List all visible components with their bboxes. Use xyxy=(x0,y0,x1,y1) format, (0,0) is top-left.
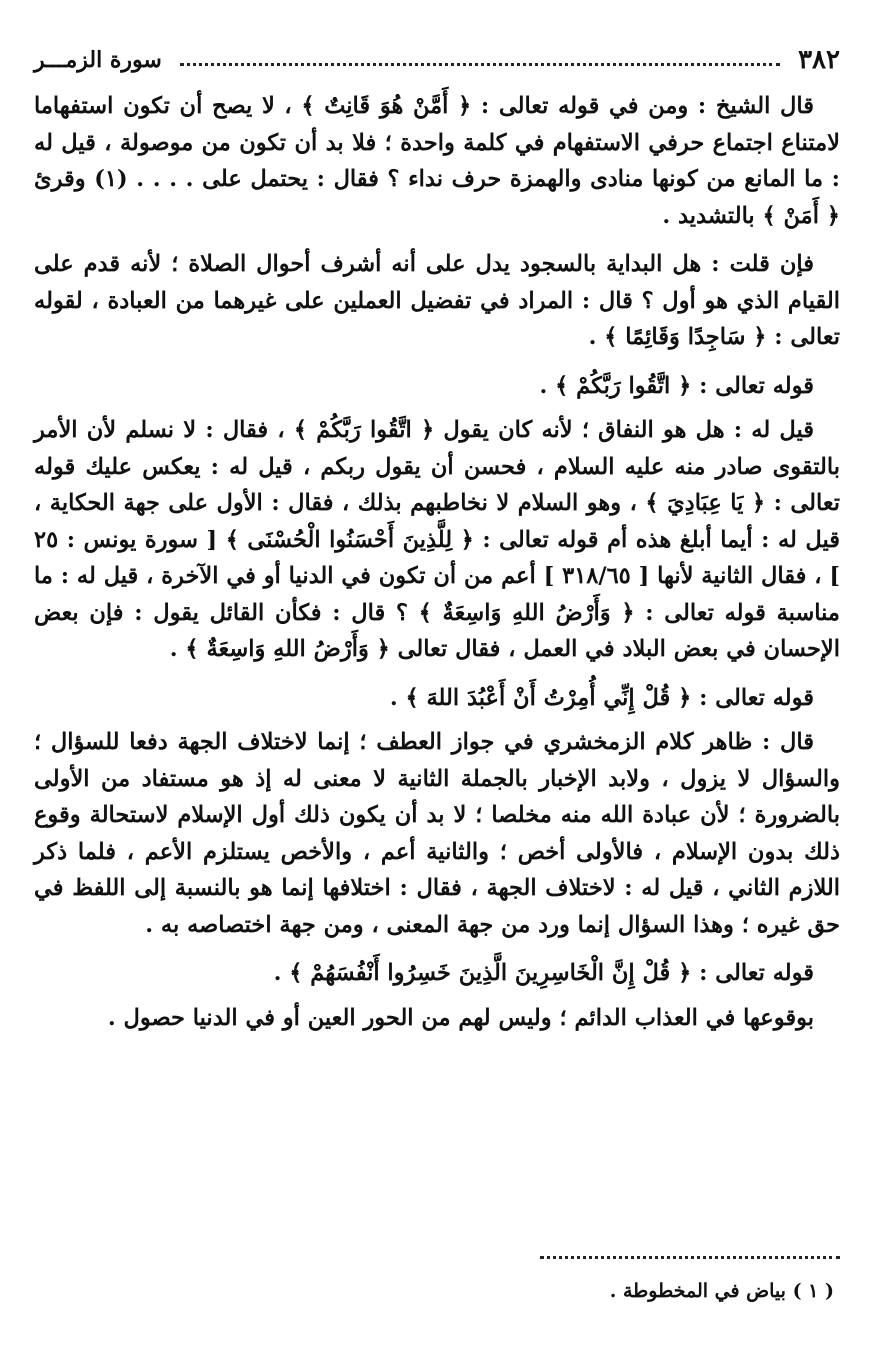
paragraph-shaykh-amman: قال الشيخ : ومن في قوله تعالى : ﴿ أَمَّنْ هُوَ قَانِتٌ ﴾ ، لا يصح أن تكون استفهاما لامتناع اجتماع حرفي الاستفهام في كلمة واحدة ؛ فلا بد أن تكون من موصولة ، قيل له : ما المانع من كونها منادى والهمزة حرف نداء ؟ فقال : يحتمل على . . . . (١) وقرئ ﴿ أَمَنْ ﴾ بالتشديد . xyxy=(34,93,840,229)
header-dotted-rule xyxy=(180,63,780,66)
main-text xyxy=(34,88,840,1048)
verse-heading-khasirin: قوله تعالى : ﴿ قُلْ إِنَّ الْخَاسِرِينَ الَّذِينَ خَسِرُوا أَنْفُسَهُمْ ﴾ . xyxy=(273,960,814,986)
page-header xyxy=(34,40,840,80)
surah-title: سورة الزمـــر xyxy=(34,47,162,73)
paragraph-nifaq: قيل له : هل هو النفاق ؛ لأنه كان يقول ﴿ اتَّقُوا رَبَّكُمْ ﴾ ، فقال : لا نسلم لأن الأمر بالتقوى صادر منه عليه السلام ، فحسن أن يقول ربكم ، قيل له : يعكس عليك قوله تعالى : ﴿ يَا عِبَادِيَ ﴾ ، وهو السلام لا نخاطبهم بذلك ، فقال : الأول على جهة الحكاية ، قيل له : أيما أبلغ هذه أم قوله تعالى : ﴿ لِلَّذِينَ أَحْسَنُوا الْحُسْنَى ﴾ [ سورة يونس : ٢٥ ] ، فقال الثانية لأنها [ ٣١٨/٦٥ ] أعم من أن تكون في الدنيا أو في الآخرة ، قيل له : ما مناسبة قوله تعالى : ﴿ وَأَرْضُ اللهِ وَاسِعَةٌ ﴾ ؟ قال : فكأن القائل يقول : فإن بعض الإحسان في بعض البلاد في العمل ، فقال تعالى ﴿ وَأَرْضُ اللهِ وَاسِعَةٌ ﴾ . xyxy=(34,417,840,662)
paragraph-zamakhshari: قال : ظاهر كلام الزمخشري في جواز العطف ؛ إنما لاختلاف الجهة دفعا للسؤال ؛ والسؤال لا يزول ، ولابد الإخبار بالجملة الثانية لا معنى له إذ هو مستفاد من الأولى بالضرورة ؛ لأن عبادة الله منه مخلصا ؛ لا بد أن يكون ذلك أول الإسلام لاستحالة وقوع ذلك بدون الإسلام ، فالأولى أخص ؛ والثانية أعم ، والأخص يستلزم الأعم ، فلما ذكر اللازم الثاني ، قيل له : لاختلاف الجهة ، فقال : اختلافها إنما هو بالنسبة إلى اللفظ في حق غيره ؛ وهذا السؤال إنما ورد من جهة المعنى ، ومن جهة اختصاصه به . xyxy=(34,729,840,938)
verse-heading-ittaqu: قوله تعالى : ﴿ اتَّقُوا رَبَّكُمْ ﴾ . xyxy=(539,372,814,399)
footnote-dotted-rule xyxy=(540,1256,840,1259)
footnote: ( ١ ) بياض في المخطوطة . xyxy=(609,1280,834,1302)
document-page xyxy=(34,40,840,1340)
paragraph-sujud: فإن قلت : هل البداية بالسجود يدل على أنه أشرف أحوال الصلاة ؛ لأنه قدم على القيام الذي هو أول ؟ قال : المراد في تفضيل العملين على غيرهما من العبادة ، لقوله تعالى : ﴿ سَاجِدًا وَقَائِمًا ﴾ . xyxy=(34,251,840,350)
page-number: ٣٨٢ xyxy=(798,45,840,75)
paragraph-adhab: بوقوعها في العذاب الدائم ؛ وليس لهم من الحور العين أو في الدنيا حصول . xyxy=(107,1004,814,1031)
verse-heading-umirtu: قوله تعالى : ﴿ قُلْ إِنِّي أُمِرْتُ أَنْ أَعْبُدَ اللهَ ﴾ . xyxy=(389,684,814,711)
